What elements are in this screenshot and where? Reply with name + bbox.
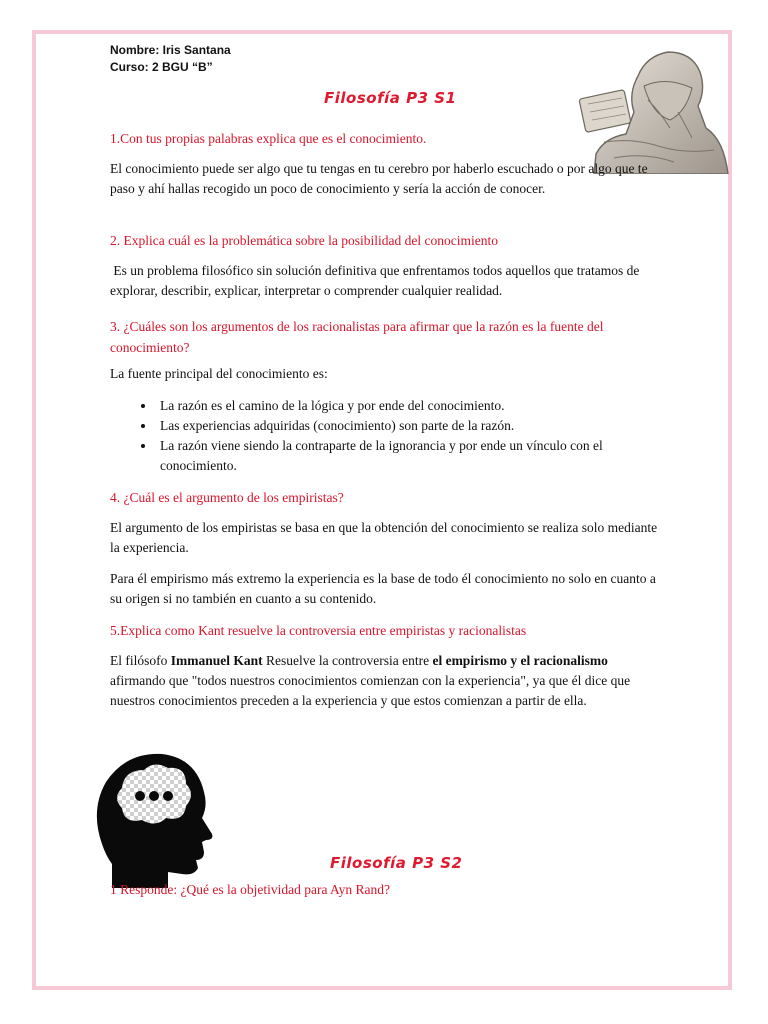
student-name: Nombre: Iris Santana — [110, 43, 231, 57]
section-title-s1: Filosofía P3 S1 — [324, 89, 457, 107]
question-2: 2. Explica cuál es la problemática sobre la posibilidad del conocimiento — [110, 233, 498, 248]
question-4: 4. ¿Cuál es el argumento de los empiristas? — [110, 490, 344, 505]
kant-name: Immanuel Kant — [170, 653, 263, 668]
answer-3-list — [110, 396, 658, 476]
answer-4: El argumento de los empiristas se basa en que la obtención del conocimiento se realiza solo mediante la experiencia. — [110, 520, 658, 555]
question-3: 3. ¿Cuáles son los argumentos de los racionalistas para afirmar que la razón es la fuente del conocimiento? — [110, 319, 604, 355]
answer-3-intro: La fuente principal del conocimiento es: — [110, 366, 328, 381]
question-1: 1.Con tus propias palabras explica que es el conocimiento. — [110, 131, 427, 146]
section-title-s2: Filosofía P3 S2 — [330, 854, 463, 872]
list-item: • La razón viene siendo la contraparte de la ignorancia y por ende un vínculo con el conocimiento. — [156, 436, 658, 476]
question-5: 5.Explica como Kant resuelve la controversia entre empiristas y racionalistas — [110, 623, 527, 638]
head-thought-bubble-icon — [90, 748, 214, 888]
student-course: Curso: 2 BGU “B” — [110, 60, 213, 74]
answer-5: El filósofo Immanuel Kant Resuelve la controversia entre el empirismo y el racionalismo afirmando que "todos nuestros conocimientos comienzan con la experiencia", ya que él dice que nuestros conocimientos preceden a la experiencia y que estos comienzan a partir de ella. — [110, 653, 631, 708]
list-item: • Las experiencias adquiridas (conocimiento) son parte de la razón. — [156, 416, 658, 436]
bold-terms: el empirismo y el racionalismo — [432, 653, 608, 668]
thinker-statue-image — [574, 42, 734, 174]
answer-2: Es un problema filosófico sin solución definitiva que enfrentamos todos aquellos que tratamos de explorar, describir, explicar, interpretar o comprender cualquier realidad. — [110, 263, 643, 298]
list-item: • La razón es el camino de la lógica y por ende del conocimiento. — [156, 396, 658, 416]
answer-4-extra: Para él empirismo más extremo la experiencia es la base de todo él conocimiento no solo en cuanto a su origen si no también en cuanto a su contenido. — [110, 571, 656, 606]
answer-1: El conocimiento puede ser algo que tu tengas en tu cerebro por haberlo escuchado o por algo que te paso y ahí hallas recogido un poco de conocimiento y sería la acción de conocer. — [110, 161, 648, 196]
s2-question-1: 1 Responde: ¿Qué es la objetividad para Ayn Rand? — [110, 882, 390, 897]
